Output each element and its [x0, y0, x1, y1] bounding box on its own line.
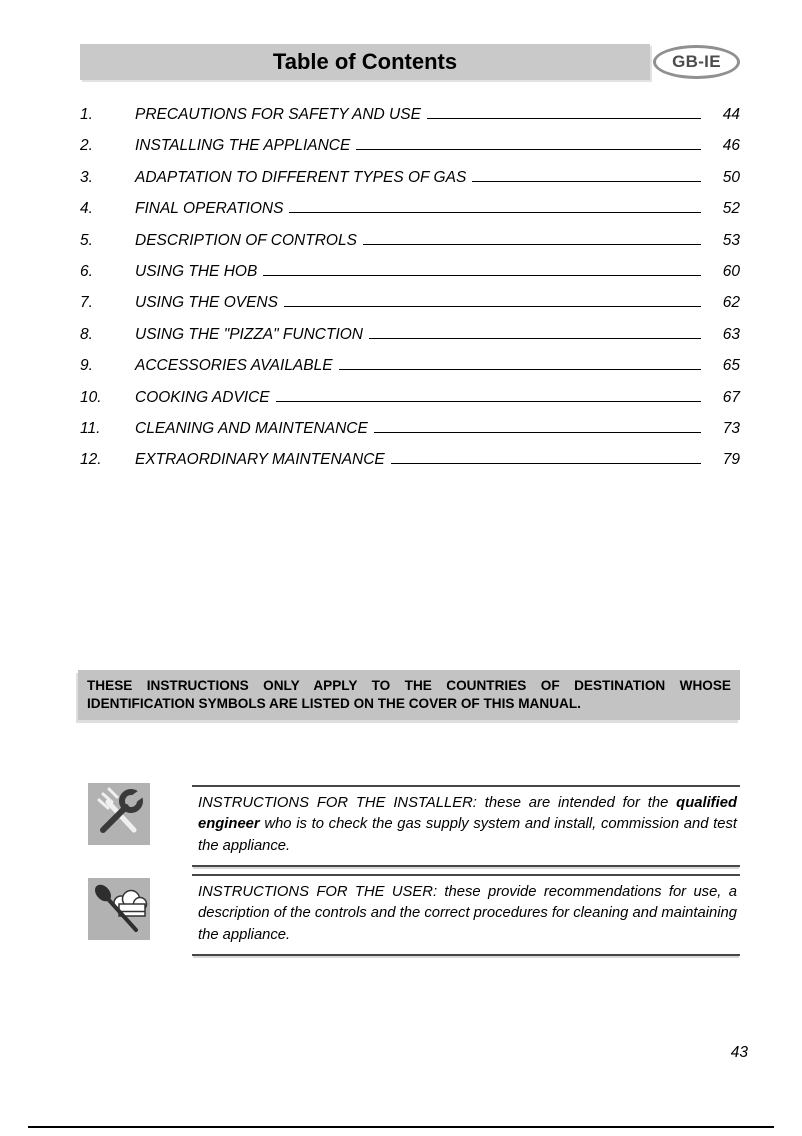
crossed-tools-icon [88, 783, 150, 845]
toc-item-page: 46 [722, 137, 740, 155]
toc-item-title: USING THE OVENS [135, 294, 278, 312]
toc-item [80, 200, 740, 231]
toc-leader-line [339, 368, 701, 370]
toc-leader-line [263, 274, 701, 276]
toc-item-title: CLEANING AND MAINTENANCE [135, 419, 368, 437]
toc-leader-line [472, 180, 701, 182]
toc-item-title: ACCESSORIES AVAILABLE [135, 357, 333, 375]
toc-item-page: 73 [722, 419, 740, 437]
toc-item [80, 326, 740, 357]
toc-item-title: FINAL OPERATIONS [135, 200, 284, 218]
toc-leader-line [374, 431, 701, 433]
toc-item-number: 8. [80, 325, 93, 343]
toc-item-title: DESCRIPTION OF CONTROLS [135, 231, 357, 249]
toc-item-number: 4. [80, 200, 93, 218]
toc-leader-line [363, 243, 701, 245]
toc-item-number: 6. [80, 262, 93, 280]
toc-item-title: PRECAUTIONS FOR SAFETY AND USE [135, 106, 421, 123]
toc-item-number: 9. [80, 357, 93, 375]
toc-item-page: 79 [722, 451, 740, 469]
toc-item-page: 50 [722, 168, 740, 186]
toc-item [80, 357, 740, 388]
toc-leader-line [356, 148, 701, 150]
toc-item-page: 52 [722, 200, 740, 218]
toc-leader-line [289, 211, 701, 213]
toc-leader-line [391, 462, 701, 464]
toc-item [80, 294, 740, 325]
toc-item-number: 7. [80, 294, 93, 312]
user-instructions [192, 874, 740, 956]
installer-instructions [192, 785, 740, 867]
toc-item-number: 5. [80, 231, 93, 249]
toc-item-title: EXTRAORDINARY MAINTENANCE [135, 451, 385, 469]
toc-item [80, 232, 740, 263]
toc-leader-line [284, 305, 701, 307]
toc-item-title: USING THE HOB [135, 262, 258, 280]
notice-box [78, 670, 740, 720]
toc-item-number: 3. [80, 168, 93, 186]
toc-item [80, 137, 740, 168]
toc-item-title: USING THE "PIZZA" FUNCTION [135, 325, 364, 343]
page-number: 43 [730, 1044, 748, 1061]
chef-hat-spoon-icon [88, 878, 150, 940]
toc-item-title: ADAPTATION TO DIFFERENT TYPES OF GAS [135, 168, 467, 186]
toc-item-page: 63 [722, 325, 740, 343]
toc-item [80, 263, 740, 294]
toc-item-number: 10. [80, 388, 102, 406]
toc-item-page: 53 [722, 231, 740, 249]
installer-text-part1: INSTRUCTIONS FOR THE INSTALLER: these are intended for the [198, 795, 677, 811]
toc-item-number: 1. [80, 106, 93, 123]
toc-item-title: COOKING ADVICE [135, 388, 270, 406]
toc-item-page: 60 [722, 262, 740, 280]
toc-item-page: 44 [722, 106, 740, 123]
notice-text: THESE INSTRUCTIONS ONLY APPLY TO THE COUNTRIES OF DESTINATION WHOSE IDENTIFICATION SYMBOLS ARE LISTED ON THE COVER OF THIS MANUAL. [87, 678, 731, 711]
toc-list [80, 106, 740, 483]
header [80, 44, 650, 80]
toc-item-page: 62 [722, 294, 740, 312]
toc-item-number: 2. [80, 137, 93, 155]
toc-leader-line [427, 117, 701, 119]
toc-leader-line [369, 337, 701, 339]
toc-item-page: 67 [722, 388, 740, 406]
toc-item [80, 451, 740, 482]
page-title: Table of Contents [272, 49, 458, 74]
toc-item [80, 389, 740, 420]
toc-leader-line [276, 400, 701, 402]
toc-item-number: 12. [80, 451, 102, 469]
user-text: INSTRUCTIONS FOR THE USER: these provide recommendations for use, a description of the controls and the correct procedures for cleaning and maintaining the appliance. [198, 884, 737, 943]
toc-item-page: 65 [722, 357, 740, 375]
toc-item-number: 11. [80, 419, 101, 437]
bottom-rule [28, 1126, 774, 1128]
installer-text-bold: qualified engineer [198, 795, 737, 833]
toc-item-title: INSTALLING THE APPLIANCE [135, 137, 351, 155]
toc-item [80, 106, 740, 137]
toc-item [80, 169, 740, 200]
country-badge: GB-IE [653, 45, 740, 79]
installer-text-part2: who is to check the gas supply system and install, commission and test the appliance. [198, 816, 737, 854]
toc-item [80, 420, 740, 451]
